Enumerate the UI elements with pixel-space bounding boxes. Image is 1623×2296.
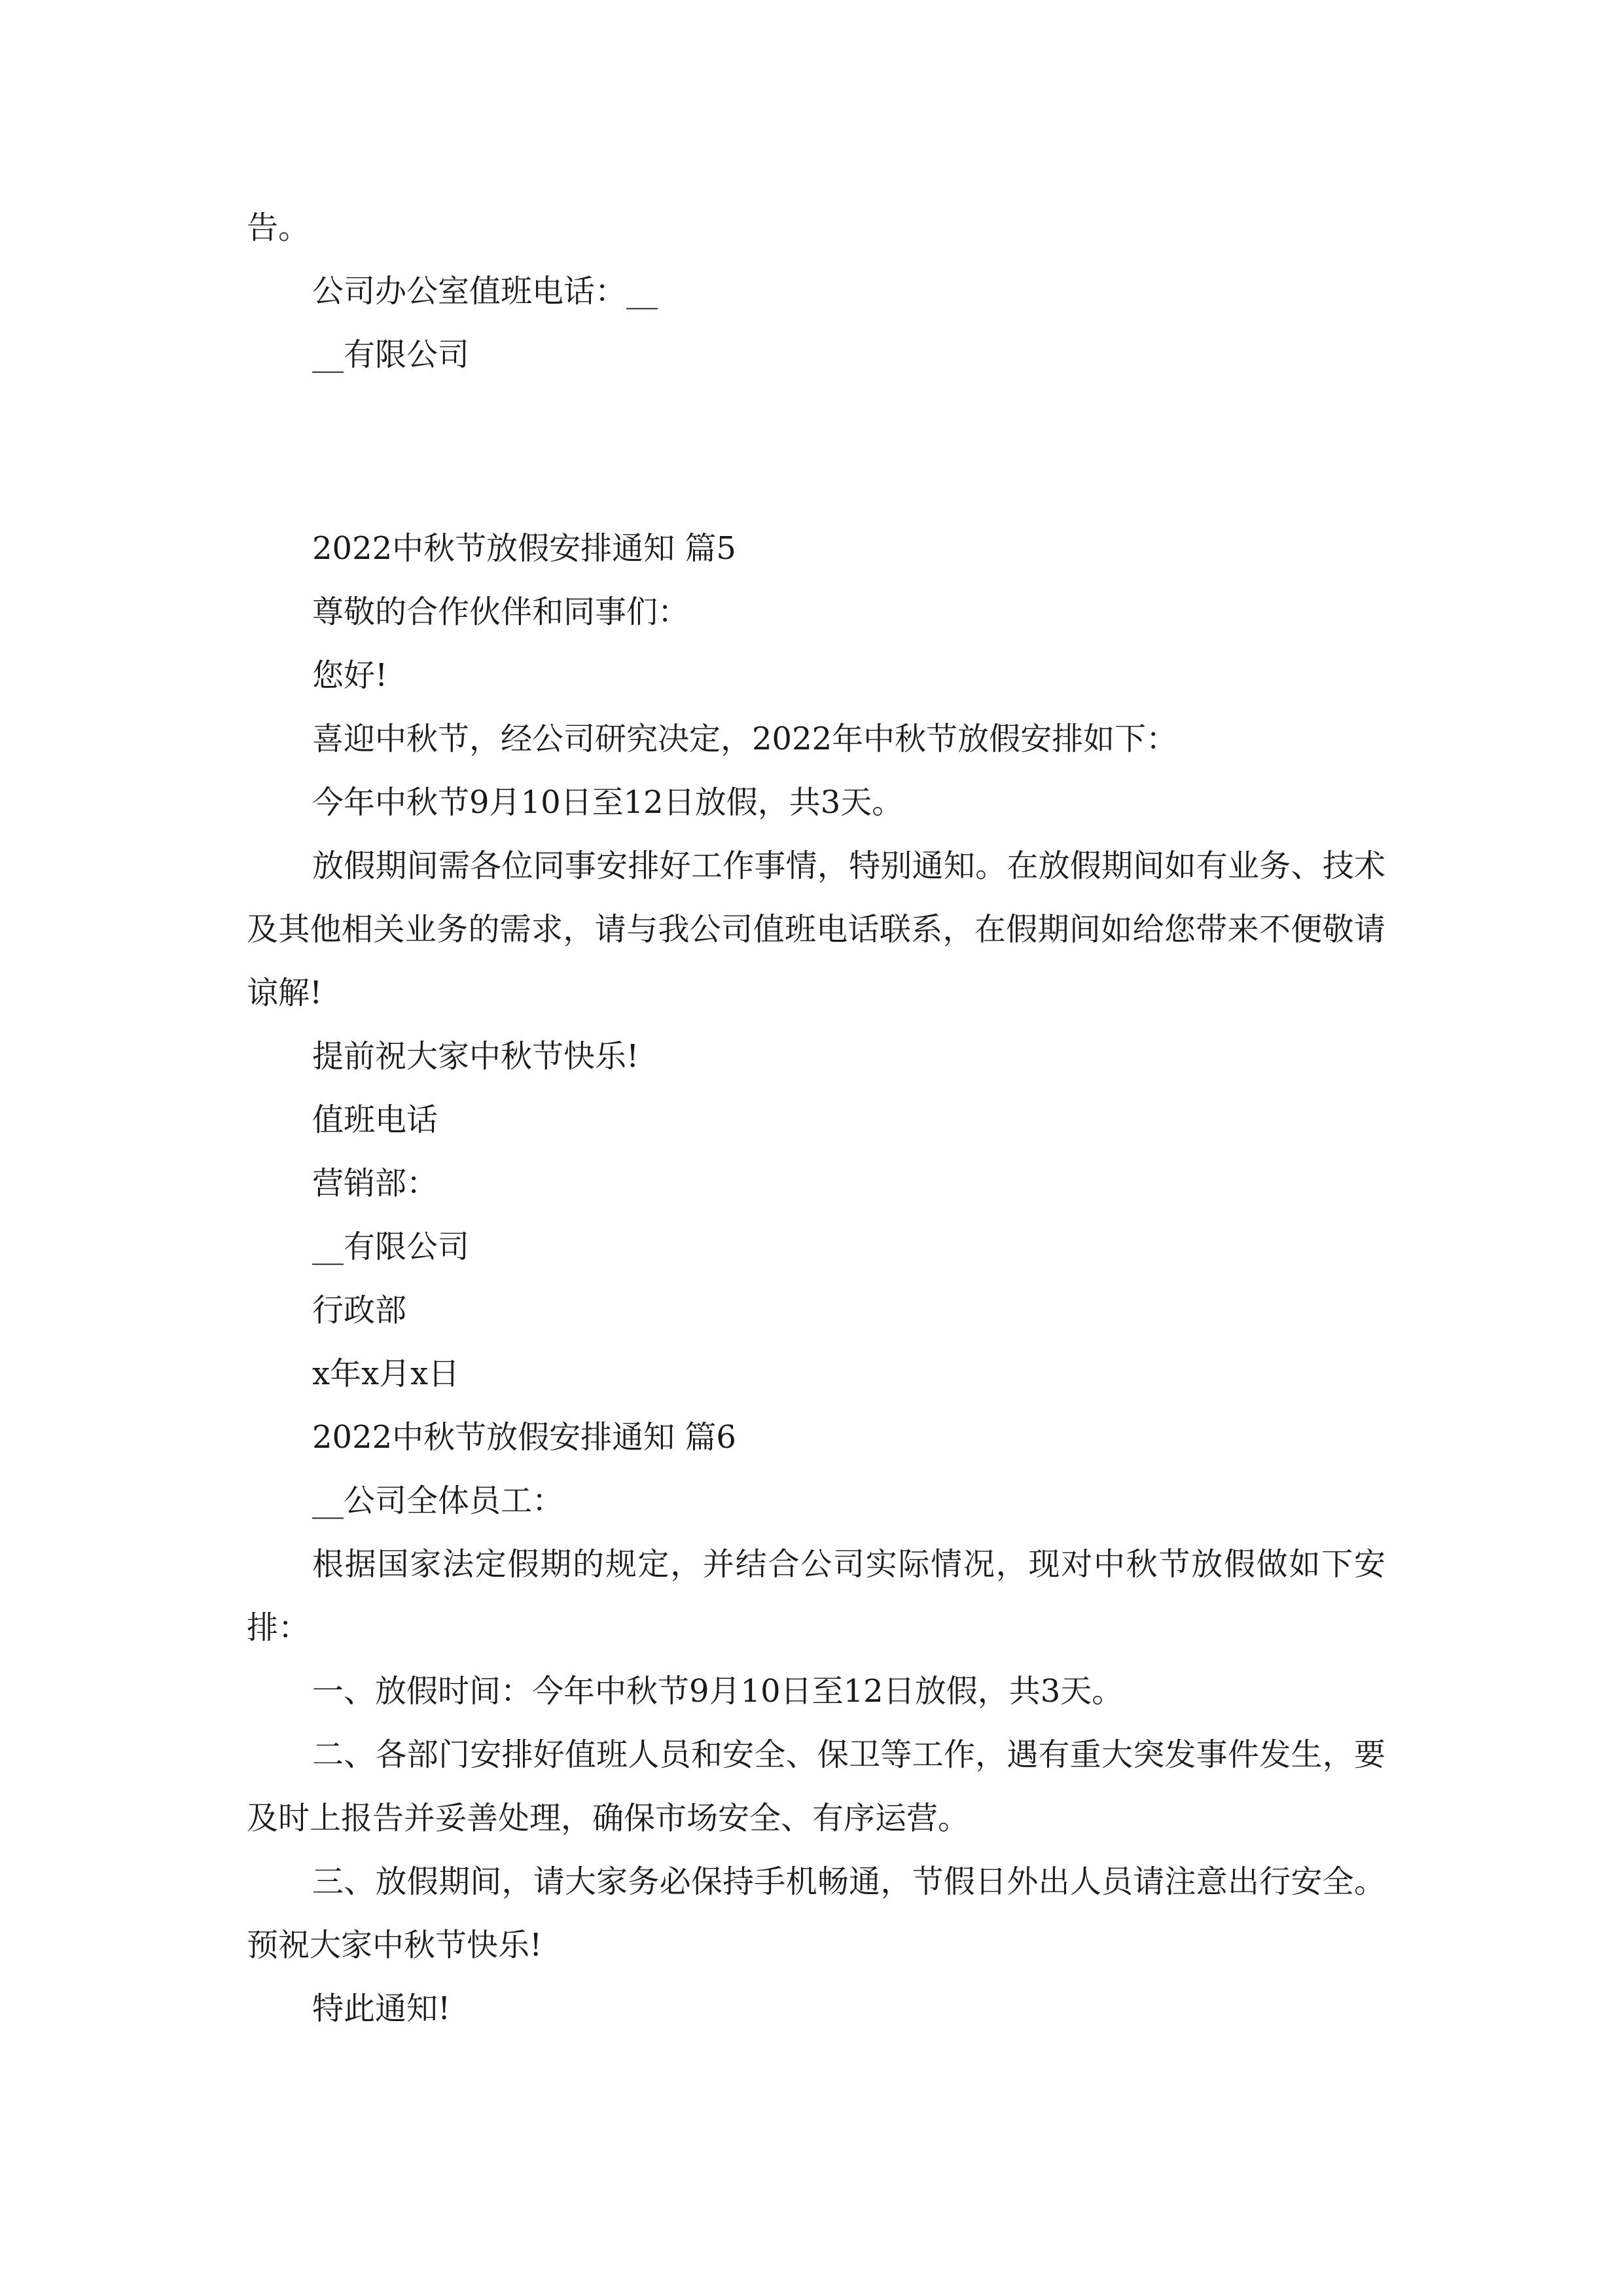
paragraph-notice-body: 放假期间需各位同事安排好工作事情，特别通知。在放假期间如有业务、技术及其他相关业务的需求，请与我公司值班电话联系，在假期间如给您带来不便敬请谅解! <box>247 848 1385 1011</box>
paragraph-item-3: 三、放假期间，请大家务必保持手机畅通，节假日外出人员请注意出行安全。预祝大家中秋节快乐! <box>247 1863 1385 1964</box>
section-heading-6: 2022中秋节放假安排通知 篇6 <box>312 1419 736 1456</box>
paragraph-closing: 特此通知! <box>312 1990 451 2027</box>
paragraph-office-phone: 公司办公室值班电话：__ <box>312 273 658 310</box>
paragraph-item-1: 一、放假时间：今年中秋节9月10日至12日放假，共3天。 <box>312 1673 1124 1710</box>
paragraph-intro: 根据国家法定假期的规定，并结合公司实际情况，现对中秋节放假做如下安排： <box>247 1546 1385 1646</box>
paragraph-date: x年x月x日 <box>312 1355 460 1392</box>
paragraph-item-2: 二、各部门安排好值班人员和安全、保卫等工作，遇有重大突发事件发生，要及时上报告并妥善处理，确保市场安全、有序运营。 <box>247 1736 1385 1837</box>
paragraph-decision: 喜迎中秋节，经公司研究决定，2022年中秋节放假安排如下： <box>312 721 1178 757</box>
paragraph-holiday-dates: 今年中秋节9月10日至12日放假，共3天。 <box>312 784 904 821</box>
paragraph-duty-phone: 值班电话 <box>312 1102 438 1138</box>
paragraph-addressee: __公司全体员工： <box>312 1482 564 1519</box>
paragraph-continuation: 告。 <box>247 209 310 246</box>
section-heading-5: 2022中秋节放假安排通知 篇5 <box>312 530 736 567</box>
paragraph-greeting: 您好! <box>312 657 388 694</box>
paragraph-company-name: __有限公司 <box>312 1229 470 1265</box>
paragraph-wishes: 提前祝大家中秋节快乐! <box>312 1038 639 1075</box>
paragraph-admin-dept: 行政部 <box>312 1292 407 1329</box>
paragraph-company-signature: __有限公司 <box>312 336 470 373</box>
paragraph-salutation: 尊敬的合作伙伴和同事们： <box>312 594 690 630</box>
paragraph-marketing-dept: 营销部： <box>312 1165 438 1202</box>
